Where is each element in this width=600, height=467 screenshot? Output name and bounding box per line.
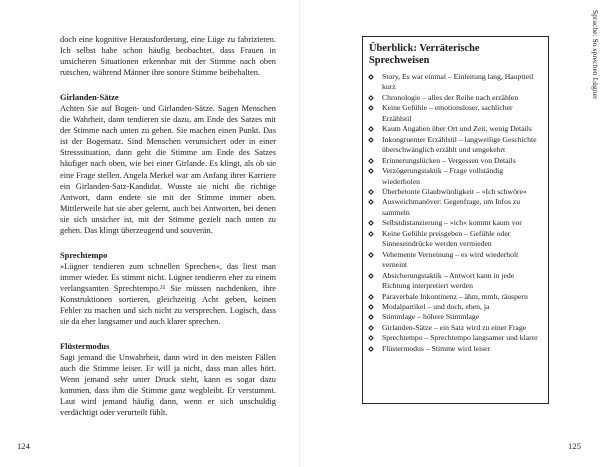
diamond-bullet-icon (368, 106, 374, 112)
diamond-bullet-icon (368, 273, 374, 279)
overview-list-item-text: Erinnerungslücken – Vergessen von Details (382, 155, 516, 165)
overview-list-item (369, 72, 540, 93)
running-head: Sprache: So sprechen Lügner (591, 10, 600, 100)
overview-list-item-text: Überbetonte Glaubwürdigkeit – »Ich schwöre« (382, 186, 527, 196)
overview-list-item-text: Paraverbale Inkontinenz – ähm, mmh, räuspern (382, 291, 528, 301)
diamond-bullet-icon (368, 221, 374, 227)
overview-list-item-text: Ausweichmanöver: Gegenfrage, um Infos zu sammeln (382, 197, 521, 217)
overview-list-item-text: Keine Gefühle – emotionsloser, sachlicher Erzählstil (382, 103, 513, 123)
overview-list-item (369, 271, 540, 292)
right-page (300, 0, 600, 467)
overview-list-item (369, 103, 540, 124)
overview-list (369, 72, 540, 354)
overview-list-item (369, 197, 540, 218)
overview-list-item-text: Girlanden-Sätze – ein Satz wird zu einer Frage (382, 322, 527, 332)
overview-list-item-text: Keine Gefühle preisgeben – Gefühle oder Sinneseindrücke werden vermieden (382, 228, 511, 249)
overview-list-item (369, 312, 540, 322)
overview-list-item (369, 156, 540, 166)
left-text-column (60, 34, 276, 418)
overview-list-item-text: Chronologie – alles der Reihe nach erzählen (382, 92, 519, 102)
overview-list-item (369, 135, 540, 156)
intro-paragraph: doch eine kognitive Herausforderung, eine Lüge zu fabrizieren. Ich selbst habe schon häufig beobachtet, dass Frauen in unsicheren Situationen erkennbar mit der Stimme nach oben rutschen, während Männer ihre sonore Stimme beibehalten. (60, 35, 276, 78)
overview-list-item-text: Stimmlage – höhere Stimmlage (382, 312, 480, 322)
diamond-bullet-icon (368, 137, 374, 143)
overview-list-item (369, 93, 540, 103)
overview-list-item-text: Verzögerungstaktik – Frage vollständig wiederholen (382, 166, 504, 186)
overview-list-item (369, 166, 540, 187)
diamond-bullet-icon (368, 200, 374, 206)
diamond-bullet-icon (368, 304, 374, 310)
diamond-bullet-icon (368, 95, 374, 101)
diamond-bullet-icon (368, 325, 374, 331)
diamond-bullet-icon (368, 252, 374, 258)
overview-list-item (369, 333, 540, 343)
diamond-bullet-icon (368, 189, 374, 195)
diamond-bullet-icon (368, 231, 374, 237)
overview-box-title: Überblick: Verräterische Sprechweisen (369, 43, 480, 66)
diamond-bullet-icon (368, 168, 374, 174)
diamond-bullet-icon (368, 335, 374, 341)
section-text-sprechtempo: »Lügner tendieren zum schnellen Sprechen«, das liest man immer wieder. Es stimmt nicht. Lügner tendieren eher zu einem verlangsamten Sprechtempo.²⁵ Sie müssen nachdenken, ihre Konstruktionen sortieren, gleichzeitig Acht geben, keinen Fehler zu machen und sich nicht zu versprechen. Logisch, dass sie da eher langsamer und auch klarer sprechen. (60, 261, 276, 327)
diamond-bullet-icon (368, 294, 374, 300)
page-number-right: 125 (568, 441, 581, 451)
overview-list-item-text: Selbstdistanzierung – »ich« kommt kaum vor (382, 218, 522, 228)
diamond-bullet-icon (368, 158, 374, 164)
overview-list-item (369, 302, 540, 312)
section-text-girlanden: Achten Sie auf Bogen- und Girlanden-Sätze. Sagen Menschen die Wahrheit, dann tendieren sie dazu, am Ende des Satzes mit der Stimme nach unten zu gehen. Sie machen einen Punkt. Das ist der Bogensatz. Sind Menschen verunsichert oder in einer Stresssituation, dann geht die Stimme am Ende des Satzes häufiger nach oben, wie bei einer Girlande. Es klingt, als ob sie eine Frage stellen. Angela Merkel war am Anfang ihrer Karriere ein Girlanden-Satz-Kandidat. Wusste sie nicht die richtige Antwort, dann endete sie mit der Stimme immer oben. Mittlerweile hat sie aber gelernt, auch bei Antworten, bei denen sie sich unsicher ist, mit der Stimme gezielt nach unten zu gehen. Das klingt überzeugend und souverän. (60, 104, 276, 235)
diamond-bullet-icon (368, 346, 374, 352)
diamond-bullet-icon (368, 126, 374, 132)
overview-list-item (369, 250, 540, 271)
overview-list-item-text: Flüstermodus – Stimme wird leiser (382, 343, 491, 353)
page-number-left: 124 (17, 441, 30, 451)
overview-list-item (369, 344, 540, 354)
overview-list-item (369, 292, 540, 302)
overview-list-item-text: Absicherungstaktik – Antwort kann in jede Richtung interpretiert werden (382, 270, 515, 291)
overview-list-item-text: Modalpartikel – und doch, eben, ja (382, 301, 490, 311)
overview-box (362, 36, 549, 404)
overview-list-item-text: Inkongruenter Erzählstil – langweilige Geschichte überschwänglich erzählt und umgekehrt (382, 134, 537, 155)
section-heading-sprechtempo: Sprechtempo (60, 250, 108, 260)
overview-list-item (369, 218, 540, 228)
overview-list-item-text: Kaum Angaben über Ort und Zeit, wenig Details (382, 124, 532, 134)
diamond-bullet-icon (368, 74, 374, 80)
section-heading-girlanden: Girlanden-Sätze (60, 93, 119, 103)
overview-list-item (369, 323, 540, 333)
overview-list-item (369, 124, 540, 134)
section-text-fluestermodus: Sagt jemand die Unwahrheit, dann wird in den meisten Fällen auch die Stimme leiser. Er will ja nicht, dass man alles hört. Wenn jemand sehr unter Druck steht, kann es sogar dazu kommen, dass ihm die Stimme ganz wegbleibt. Er verstummt. Laut wird jemand häufig dann, wenn er sich unschuldig verdächtigt oder verurteilt fühlt. (60, 353, 276, 418)
diamond-bullet-icon (368, 315, 374, 321)
overview-list-item (369, 229, 540, 250)
overview-list-item-text: Vehemente Verneinung – es wird wiederholt verneint (382, 249, 519, 270)
section-heading-fluestermodus: Flüstermodus (60, 342, 110, 352)
overview-list-item-text: Sprechtempo – Sprechtempo langsamer und klarer (382, 333, 538, 343)
overview-list-item-text: Story, Es war einmal – Einleitung lang, Hauptteil kurz (382, 72, 534, 92)
overview-list-item (369, 187, 540, 197)
